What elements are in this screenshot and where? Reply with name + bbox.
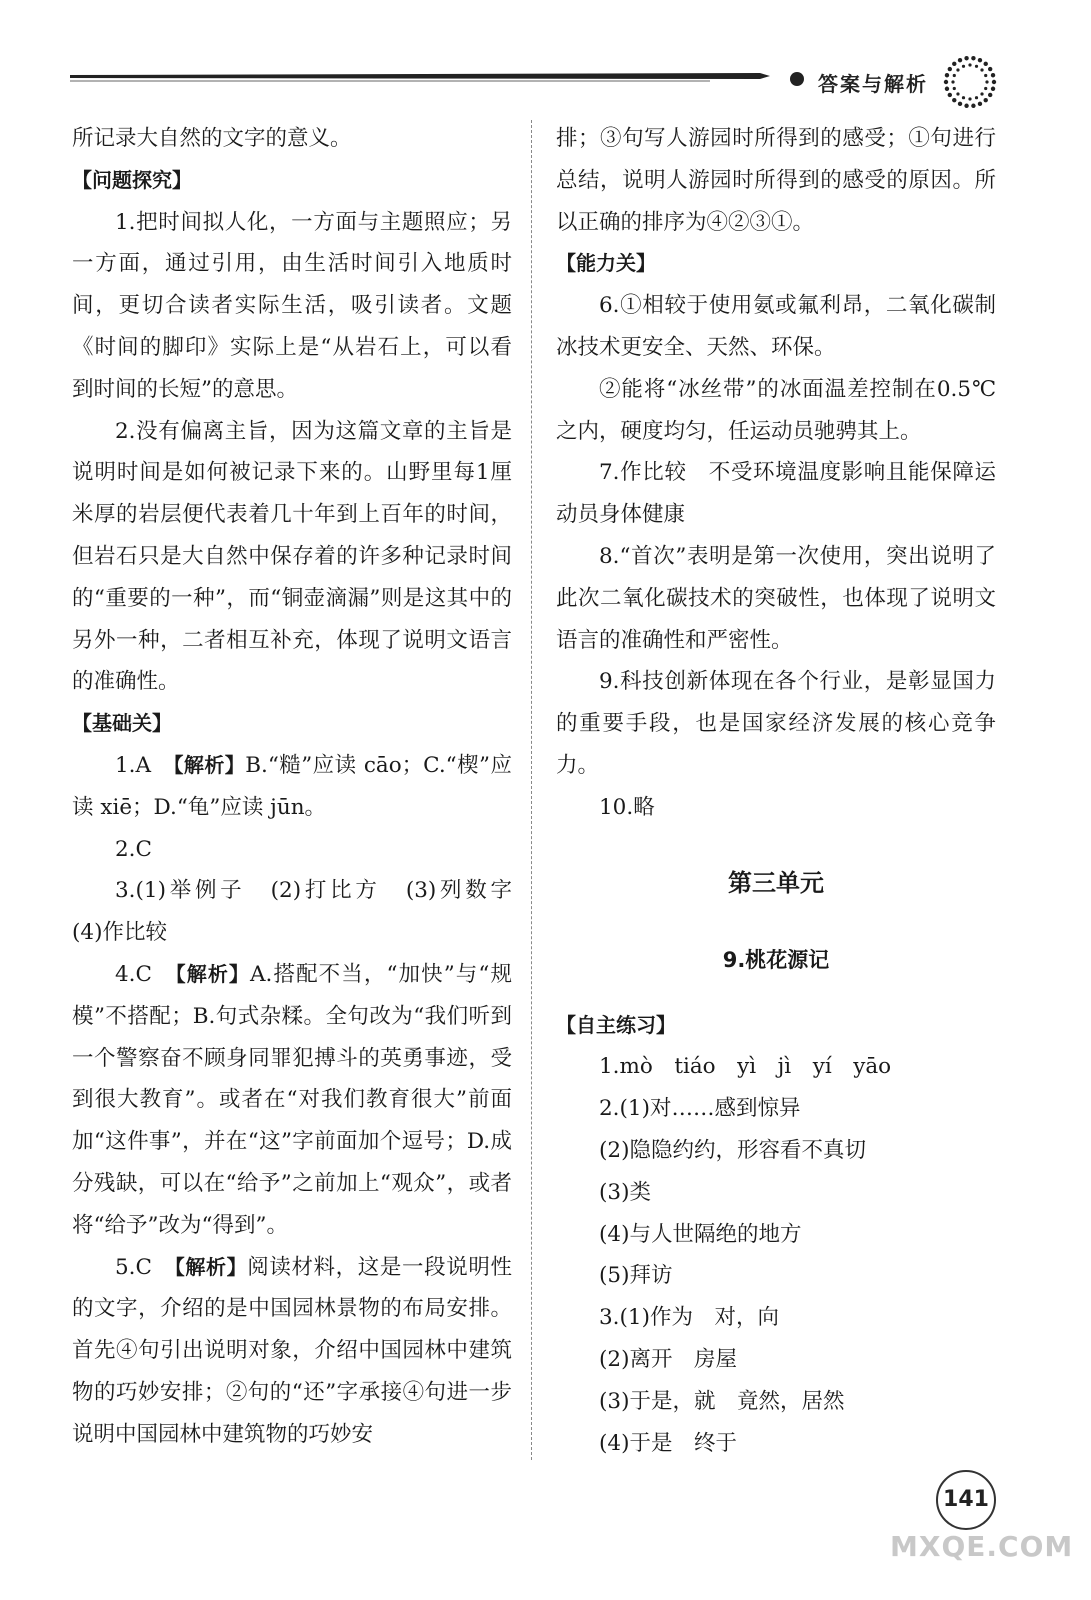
answer-text: 1.mò tiáo yì jì yí yāo <box>599 1054 892 1080</box>
ornament-dot <box>975 65 978 68</box>
ornament-dot <box>945 87 949 91</box>
answer-text: 1.把时间拟人化，一方面与主题照应；另一方面，通过引用，由生活时间引入地质时间，更切合读者实际生活，吸引读者。文题《时间的脚印》实际上是“从岩石上，可以看到时间的长短”的意思。 <box>72 209 512 402</box>
answer-text: 7.作比较 不受环境温度影响且能保障运动员身体健康 <box>556 460 996 528</box>
answer-text: 6.①相较于使用氨或氟利昂，二氧化碳制冰技术更安全、天然、环保。 <box>556 293 996 360</box>
ornament-dot <box>964 104 968 108</box>
answer-text: 8.“首次”表明是第一次使用，突出说明了此次二氧化碳技术的突破性，也体现了说明文语言的准确性和严密性。 <box>556 543 996 653</box>
analysis-tag: 【解析】 <box>173 752 246 777</box>
ornament-dot <box>964 56 968 60</box>
section-heading: 【问题探究】 <box>72 167 192 192</box>
watermark: MXQE.COM <box>890 1530 1074 1563</box>
answer-item <box>556 1423 996 1465</box>
answer-item <box>556 1255 996 1297</box>
answer-item <box>72 411 512 704</box>
answer-item <box>556 1381 996 1423</box>
answer-item <box>556 1297 996 1339</box>
continued-text: 所记录大自然的文字的意义。 <box>72 126 352 151</box>
section-heading: 【基础关】 <box>72 711 172 736</box>
answer-item <box>72 829 512 871</box>
ornament-dot <box>985 80 988 83</box>
ornament-dot <box>951 80 954 83</box>
answer-item <box>556 1214 996 1256</box>
answer-item <box>72 1247 512 1456</box>
ornament-dot <box>978 102 982 106</box>
answer-text: B.“糙”应读 cāo；C.“楔”应读 xiē；D.“龟”应读 jūn。 <box>72 752 512 820</box>
answer-text: 10.略 <box>599 794 655 820</box>
section-heading: 【自主练习】 <box>556 1012 676 1037</box>
ornament-dot <box>968 97 971 100</box>
answer-number: 5.C <box>115 1254 152 1280</box>
answer-number: 4.C <box>115 961 152 987</box>
ornament-dot <box>984 62 988 66</box>
ornament-dot <box>958 102 962 106</box>
column-divider <box>531 120 532 1460</box>
ornament-dot <box>971 104 975 108</box>
ornament-dot <box>944 80 948 84</box>
answer-number: 1.A <box>115 752 152 778</box>
ornament-dot <box>948 93 952 97</box>
ornament-dot <box>975 96 978 99</box>
answer-text: (2)离开 房屋 <box>599 1346 737 1372</box>
ornament-dot <box>991 73 995 77</box>
ornament-dot <box>956 68 959 71</box>
left-column <box>72 118 534 1456</box>
ornament-dot <box>952 62 956 66</box>
continued-text: 排；③句写人游园时所得到的感受；①句进行总结，说明人游园时所得到的感受的原因。所以正确的排序为④②③①。 <box>556 126 996 235</box>
ornament-dot <box>956 92 959 95</box>
page-number: 141 <box>936 1470 996 1530</box>
ornament-dot <box>988 67 992 71</box>
ornament-dot <box>992 80 996 84</box>
answer-text: 2.(1)对……感到惊异 <box>599 1096 801 1122</box>
answer-item <box>556 1046 996 1088</box>
answer-text: (3)于是，就 竟然，居然 <box>599 1388 845 1414</box>
answer-item <box>556 1339 996 1381</box>
answer-text: 阅读材料，这是一段说明性的文字，介绍的是中国园林景物的布局安排。首先④句引出说明对象，介绍中国园林中建筑物的巧妙安排；②句的“还”字承接④句进一步说明中国园林中建筑物的巧妙安 <box>72 1254 512 1447</box>
answer-item <box>556 1088 996 1130</box>
answer-item <box>556 661 996 786</box>
analysis-tag: 【解析】 <box>175 961 251 986</box>
answer-item <box>556 1130 996 1172</box>
ornament-dot <box>988 93 992 97</box>
ornament-dot <box>952 98 956 102</box>
answer-text: 2.没有偏离主旨，因为这篇文章的主旨是说明时间是如何被记录下来的。山野里每1厘米厚的岩层便代表着几十年到上百年的时间，但岩石只是大自然中保存着的许多种记录时间的“重要的一种”，而“铜壶滴漏”则是这其中的另外一种，二者相互补充，体现了说明文语言的准确性。 <box>72 418 512 695</box>
answer-text: 3.(1)作为 对，向 <box>599 1305 779 1331</box>
ornament-dot <box>958 58 962 62</box>
ornament-dot <box>980 92 983 95</box>
ornament-dot <box>980 68 983 71</box>
answer-text: (3)类 <box>599 1179 651 1205</box>
answer-text: (2)隐隐约约，形容看不真切 <box>599 1137 866 1163</box>
unit-title: 第三单元 <box>728 868 824 897</box>
lesson-title: 9.桃花源记 <box>722 947 830 972</box>
answer-item <box>556 452 996 536</box>
answer-text: (4)于是 终于 <box>599 1430 737 1456</box>
answer-item <box>72 745 512 829</box>
ornament-dot <box>948 67 952 71</box>
answer-item <box>72 870 534 954</box>
section-heading: 【能力关】 <box>556 251 656 276</box>
answer-text: (4)与人世隔绝的地方 <box>599 1221 802 1247</box>
ornament-dot <box>962 65 965 68</box>
answer-item <box>72 954 512 1247</box>
answer-text: ②能将“冰丝带”的冰面温差控制在0.5℃之内，硬度均匀，任运动员驰骋其上。 <box>556 376 996 444</box>
analysis-tag: 【解析】 <box>174 1254 248 1279</box>
ornament-dot <box>962 96 965 99</box>
answer-text: A.搭配不当，“加快”与“规模”不搭配；B.句式杂糅。全句改为“我们听到一个警察奋不顾身同罪犯搏斗的英勇事迹，受到很大教育”。或者在“对我们教育很大”前面加“这件事”，并在“这”字前面加个逗号；D.成分残缺，可以在“给予”之前加上“观众”，或者将“给予”改为“得到”。 <box>72 961 512 1238</box>
sunburst-ornament-icon <box>942 54 998 110</box>
answer-item <box>72 202 512 411</box>
answer-item <box>556 1172 996 1214</box>
right-column <box>556 118 996 1464</box>
ornament-dot <box>968 63 971 66</box>
answer-text: 9.科技创新体现在各个行业，是彰显国力的重要手段，也是国家经济发展的核心竞争力。 <box>556 669 996 778</box>
answer-item <box>556 787 996 829</box>
ornament-dot <box>991 87 995 91</box>
answer-item <box>556 369 996 453</box>
ornament-dot <box>971 56 975 60</box>
ornament-dot <box>984 98 988 102</box>
ornament-dot <box>945 73 949 77</box>
ornament-dot <box>978 58 982 62</box>
ornament-dot <box>953 74 956 77</box>
header-rule <box>70 70 770 82</box>
answer-item <box>556 285 996 369</box>
ornament-dot <box>953 87 956 90</box>
header-bullet-icon <box>790 72 804 86</box>
ornament-dot <box>984 87 987 90</box>
answer-text: 3.(1)举例子 (2)打比方 (3)列数字 (4)作比较 <box>72 878 534 946</box>
answer-item <box>556 536 996 661</box>
header-title: 答案与解析 <box>818 72 928 96</box>
ornament-dot <box>984 74 987 77</box>
answer-text: 2.C <box>115 836 152 862</box>
answer-text: (5)拜访 <box>599 1263 673 1289</box>
